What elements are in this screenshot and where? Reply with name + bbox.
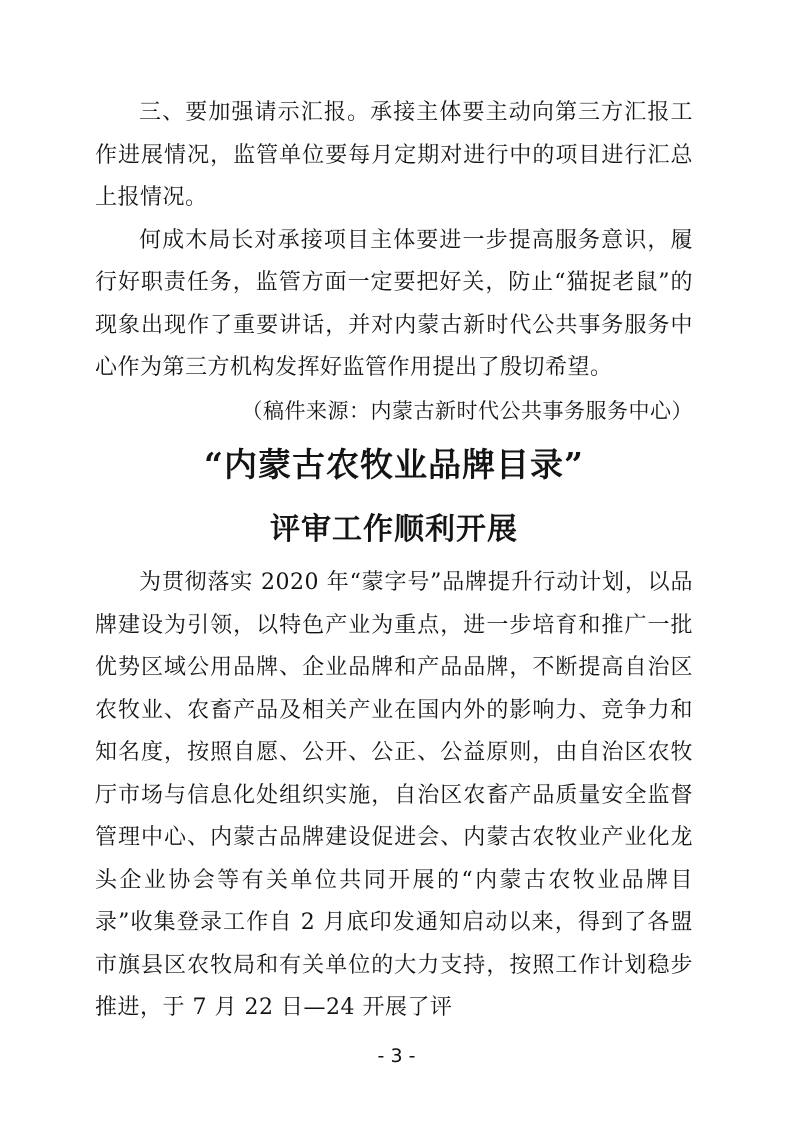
paragraph-report-item-three: 三、要加强请示汇报。承接主体要主动向第三方汇报工作进展情况，监管单位要每月定期对进行中的项目进行汇总上报情况。	[95, 100, 693, 210]
source-attribution: （稿件来源：内蒙古新时代公共事务服务中心）	[241, 398, 693, 423]
paragraph-director-remarks: 何成木局长对承接项目主体要进一步提高服务意识，履行好职责任务，监管方面一定要把好关，防止“猫捉老鼠”的现象出现作了重要讲话，并对内蒙古新时代公共事务服务中心作为第三方机构发挥好监管作用提出了殷切希望。	[95, 227, 693, 380]
document-content	[95, 92, 693, 1030]
article-title-line1: “内蒙古农牧业品牌目录”	[204, 445, 584, 484]
paragraph-article-body: 为贯彻落实 2020 年“蒙字号”品牌提升行动计划，以品牌建设为引领，以特色产业为重点，进一步培育和推广一批优势区域公用品牌、企业品牌和产品品牌，不断提高自治区农牧业、农畜产品及相关产业在国内外的影响力、竞争力和知名度，按照自愿、公开、公正、公益原则，由自治区农牧厅市场与信息化处组织实施，自治区农畜产品质量安全监督管理中心、内蒙古品牌建设促进会、内蒙古农牧业产业化龙头企业协会等有关单位共同开展的“内蒙古农牧业品牌目录”收集登录工作自 2 月底印发通知启动以来，得到了各盟市旗县区农牧局和有关单位的大力支持，按照工作计划稳步推进，于 7 月 22 日—24 开展了评	[95, 570, 693, 1020]
article-title-line2: 评审工作顺利开展	[270, 512, 518, 547]
page-number: - 3 -	[377, 1045, 416, 1067]
